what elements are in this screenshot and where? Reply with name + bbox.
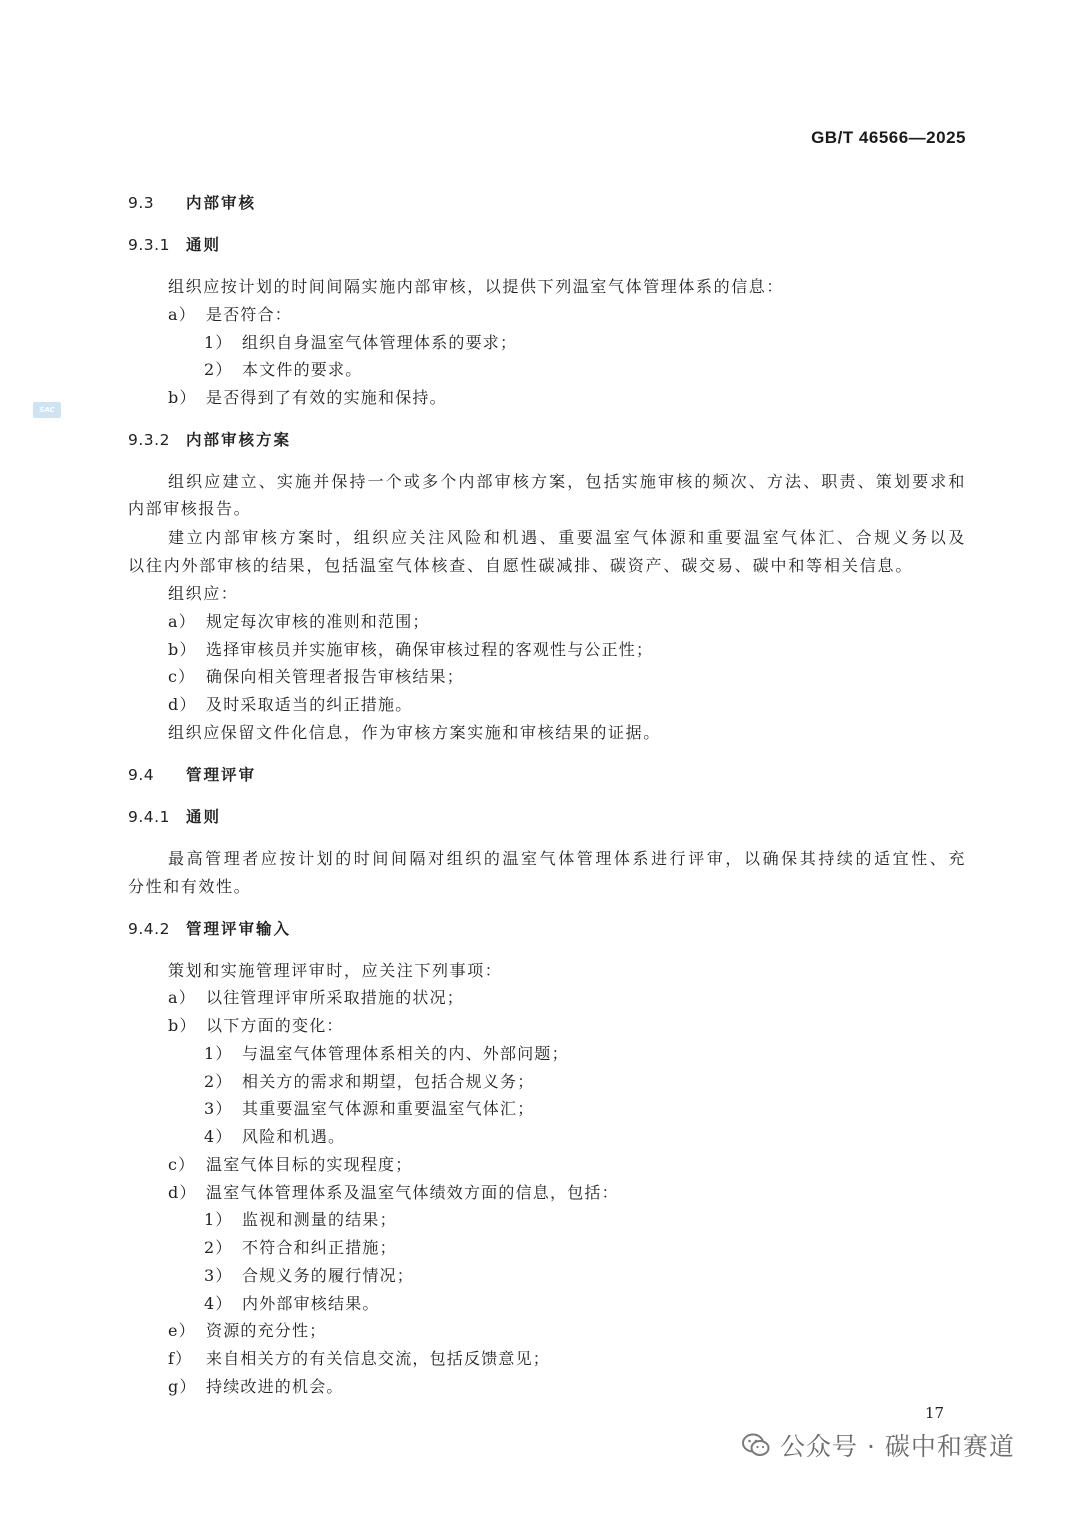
list-text: 来自相关方的有关信息交流，包括反馈意见； bbox=[206, 1349, 551, 1368]
heading-title: 通则 bbox=[186, 808, 222, 826]
list-label: g） bbox=[168, 1377, 197, 1396]
sub-list-item bbox=[204, 1292, 380, 1316]
heading-9-4-1 bbox=[128, 805, 221, 829]
sub-list-item bbox=[204, 1070, 534, 1094]
list-item bbox=[168, 1153, 412, 1177]
list-item bbox=[168, 303, 292, 327]
list-item bbox=[168, 1319, 326, 1343]
paragraph-line: 以往内外部审核的结果，包括温室气体核查、自愿性碳减排、碳资产、碳交易、碳中和等相关信息。 bbox=[128, 556, 912, 575]
heading-number: 9.3 bbox=[128, 194, 155, 212]
heading-title: 内部审核方案 bbox=[186, 431, 292, 449]
heading-title: 管理评审输入 bbox=[186, 920, 292, 938]
list-item bbox=[168, 693, 412, 717]
heading-9-4 bbox=[128, 763, 256, 787]
list-text: 规定每次审核的准则和范围； bbox=[206, 612, 430, 631]
list-label: b） bbox=[168, 640, 197, 659]
list-item bbox=[168, 1375, 344, 1399]
paragraph-line: 最高管理者应按计划的时间间隔对组织的温室气体管理体系进行评审，以确保其持续的适宜性、充 bbox=[168, 849, 965, 868]
list-text: 监视和测量的结果； bbox=[242, 1210, 397, 1229]
list-text: 组织自身温室气体管理体系的要求； bbox=[242, 333, 518, 352]
heading-number: 9.3.2 bbox=[128, 431, 170, 449]
list-text: 合规义务的履行情况； bbox=[242, 1266, 415, 1285]
list-label: 4） bbox=[204, 1294, 233, 1313]
list-label: a） bbox=[168, 305, 196, 324]
list-label: a） bbox=[168, 988, 196, 1007]
list-label: b） bbox=[168, 388, 197, 407]
sub-list-item bbox=[204, 1208, 397, 1232]
list-item bbox=[168, 665, 464, 689]
list-text: 相关方的需求和期望，包括合规义务； bbox=[242, 1072, 535, 1091]
sub-list-item bbox=[204, 1236, 397, 1260]
sub-list-item bbox=[204, 1125, 345, 1149]
heading-number: 9.3.1 bbox=[128, 236, 170, 254]
list-text: 温室气体管理体系及温室气体绩效方面的信息，包括： bbox=[206, 1183, 619, 1202]
sub-list-item bbox=[204, 358, 362, 382]
sub-list-item bbox=[204, 1042, 569, 1066]
sub-list-item bbox=[204, 1264, 414, 1288]
paragraph-line: 分性和有效性。 bbox=[128, 877, 252, 896]
paragraph: 组织应： bbox=[168, 584, 239, 603]
list-text: 其重要温室气体源和重要温室气体汇； bbox=[242, 1099, 535, 1118]
heading-9-3-2 bbox=[128, 428, 291, 452]
list-label: d） bbox=[168, 695, 197, 714]
list-text: 选择审核员并实施审核，确保审核过程的客观性与公正性； bbox=[206, 640, 654, 659]
wechat-icon bbox=[742, 1432, 770, 1458]
list-label: 1） bbox=[204, 1210, 233, 1229]
list-label: c） bbox=[168, 1155, 196, 1174]
heading-number: 9.4.2 bbox=[128, 920, 170, 938]
paragraph-line: 组织应建立、实施并保持一个或多个内部审核方案，包括实施审核的频次、方法、职责、策划要求和 bbox=[168, 472, 965, 491]
list-label: 1） bbox=[204, 1044, 233, 1063]
list-label: 4） bbox=[204, 1127, 233, 1146]
list-label: a） bbox=[168, 612, 196, 631]
paragraph: 组织应保留文件化信息，作为审核方案实施和审核结果的证据。 bbox=[168, 723, 661, 742]
list-label: d） bbox=[168, 1183, 197, 1202]
list-item bbox=[168, 638, 653, 662]
heading-title: 通则 bbox=[186, 236, 222, 254]
list-text: 持续改进的机会。 bbox=[206, 1377, 344, 1396]
list-text: 以往管理评审所采取措施的状况； bbox=[206, 988, 465, 1007]
heading-number: 9.4 bbox=[128, 766, 155, 784]
standard-number: GB/T 46566—2025 bbox=[811, 128, 966, 147]
paragraph-line: 内部审核报告。 bbox=[128, 499, 252, 518]
list-text: 是否符合： bbox=[206, 305, 293, 324]
sac-logo-text: SAC bbox=[39, 406, 55, 414]
sub-list-item bbox=[204, 1097, 534, 1121]
list-item bbox=[168, 1014, 344, 1038]
heading-title: 管理评审 bbox=[186, 766, 257, 784]
heading-number: 9.4.1 bbox=[128, 808, 170, 826]
list-label: c） bbox=[168, 667, 196, 686]
paragraph: 策划和实施管理评审时，应关注下列事项： bbox=[168, 961, 503, 980]
list-text: 不符合和纠正措施； bbox=[242, 1238, 397, 1257]
sac-logo bbox=[33, 402, 61, 418]
list-item bbox=[168, 986, 464, 1010]
list-text: 是否得到了有效的实施和保持。 bbox=[206, 388, 447, 407]
watermark-text: 公众号 · 碳中和赛道 bbox=[780, 1432, 1015, 1461]
list-text: 本文件的要求。 bbox=[242, 360, 363, 379]
list-label: b） bbox=[168, 1016, 197, 1035]
list-label: e） bbox=[168, 1321, 196, 1340]
paragraph-line: 建立内部审核方案时，组织应关注风险和机遇、重要温室气体源和重要温室气体汇、合规义务以及 bbox=[168, 528, 965, 547]
paragraph: 组织应按计划的时间间隔实施内部审核，以提供下列温室气体管理体系的信息： bbox=[168, 277, 785, 296]
heading-9-3-1 bbox=[128, 233, 221, 257]
heading-title: 内部审核 bbox=[186, 194, 257, 212]
list-label: 1） bbox=[204, 333, 233, 352]
list-item bbox=[168, 386, 447, 410]
list-item bbox=[168, 1347, 550, 1371]
list-text: 风险和机遇。 bbox=[242, 1127, 346, 1146]
page-number: 17 bbox=[925, 1404, 945, 1422]
list-text: 以下方面的变化： bbox=[206, 1016, 344, 1035]
list-text: 温室气体目标的实现程度； bbox=[206, 1155, 413, 1174]
list-text: 与温室气体管理体系相关的内、外部问题； bbox=[242, 1044, 569, 1063]
list-text: 内外部审核结果。 bbox=[242, 1294, 380, 1313]
list-text: 资源的充分性； bbox=[206, 1321, 327, 1340]
list-item bbox=[168, 1181, 619, 1205]
list-label: 2） bbox=[204, 1238, 233, 1257]
watermark bbox=[742, 1427, 1015, 1463]
list-label: 2） bbox=[204, 1072, 233, 1091]
list-item bbox=[168, 610, 430, 634]
heading-9-4-2 bbox=[128, 917, 291, 941]
sub-list-item bbox=[204, 331, 517, 355]
list-label: 3） bbox=[204, 1266, 233, 1285]
list-label: f） bbox=[168, 1349, 193, 1368]
list-label: 3） bbox=[204, 1099, 233, 1118]
heading-9-3 bbox=[128, 191, 256, 215]
list-text: 及时采取适当的纠正措施。 bbox=[206, 695, 413, 714]
list-text: 确保向相关管理者报告审核结果； bbox=[206, 667, 465, 686]
list-label: 2） bbox=[204, 360, 233, 379]
